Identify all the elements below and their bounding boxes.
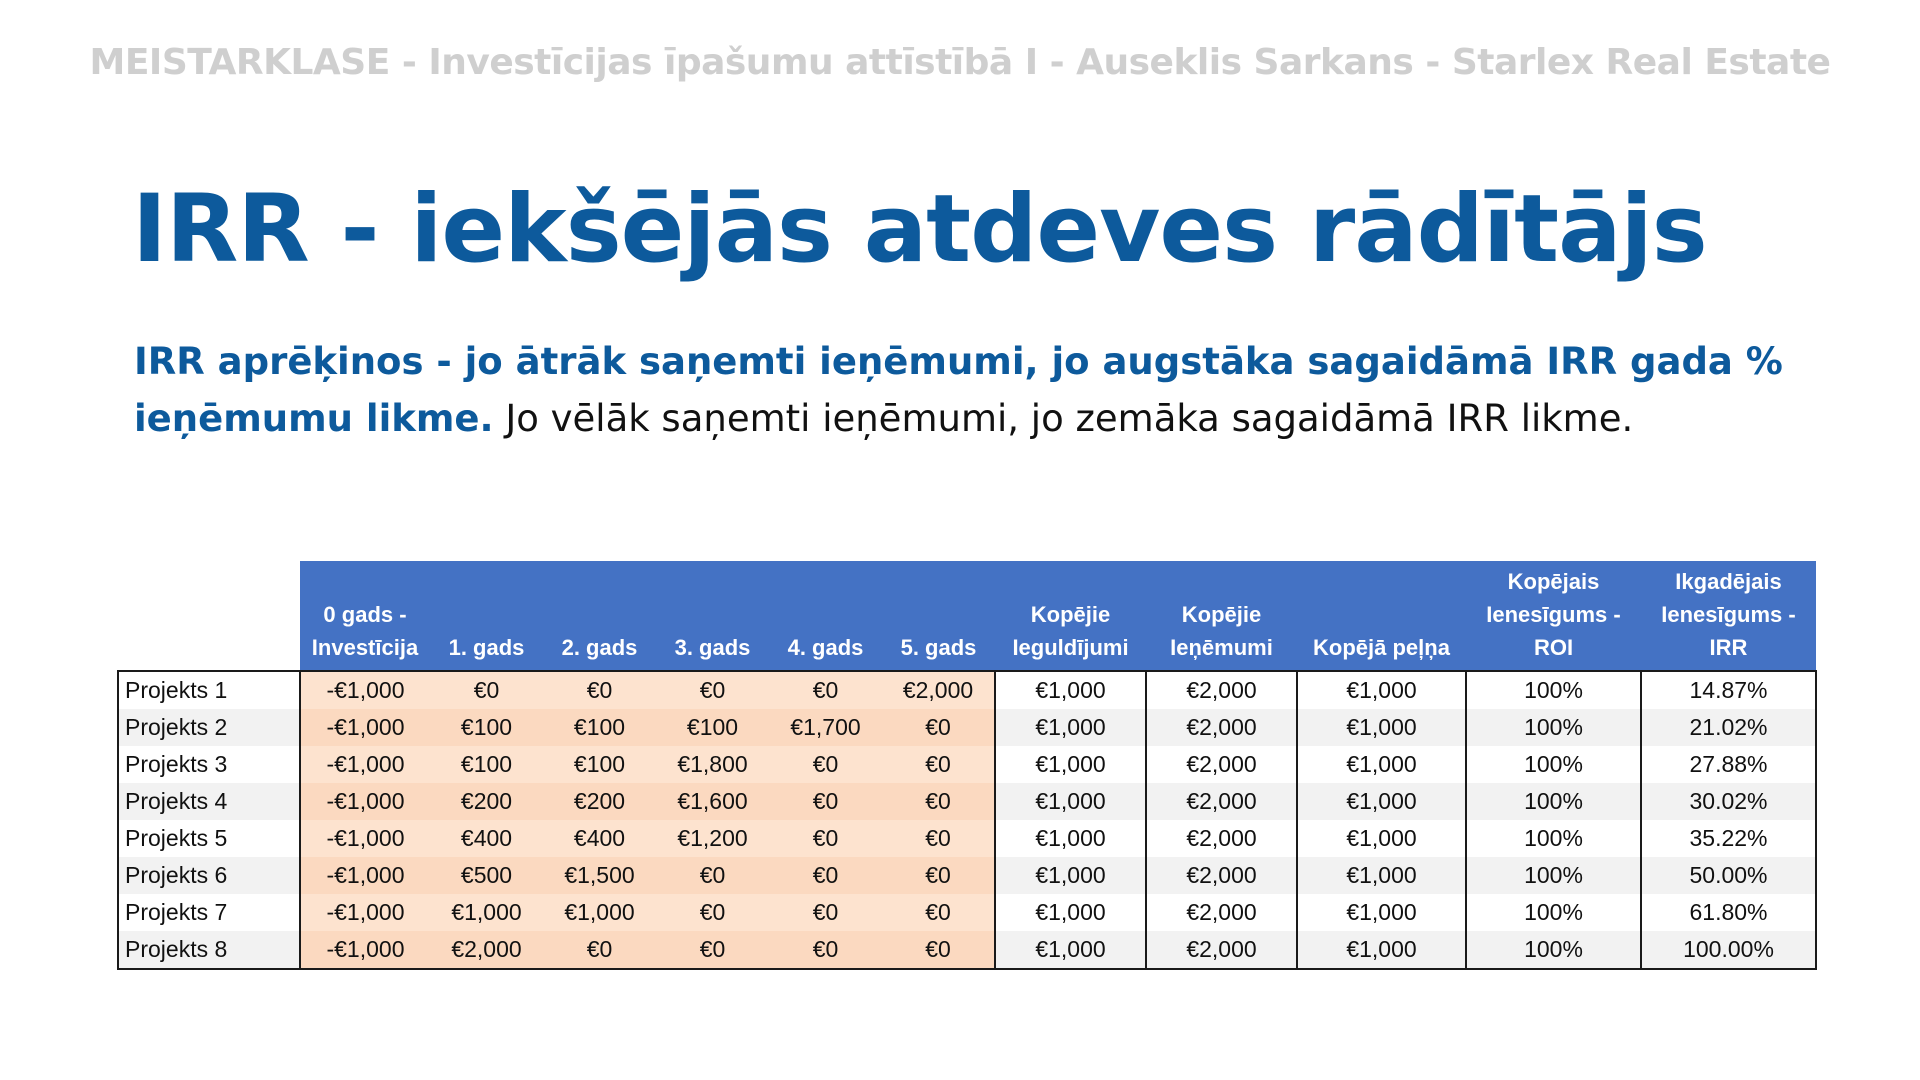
table-cell: €0 <box>656 671 769 709</box>
table-cell: €0 <box>656 894 769 931</box>
table-cell: €2,000 <box>1146 820 1297 857</box>
table-cell: €1,000 <box>1297 931 1466 969</box>
table-cell: €1,000 <box>1297 746 1466 783</box>
project-label: Projekts 1 <box>118 671 300 709</box>
table-cell: €1,600 <box>656 783 769 820</box>
table-cell: 14.87% <box>1641 671 1816 709</box>
table-cell: €0 <box>769 931 882 969</box>
table-cell: €2,000 <box>1146 746 1297 783</box>
table-cell: -€1,000 <box>300 671 430 709</box>
table-cell: €0 <box>769 746 882 783</box>
table-cell: €0 <box>656 857 769 894</box>
table-cell: 100% <box>1466 820 1641 857</box>
table-cell: €1,000 <box>995 746 1146 783</box>
table-cell: €1,500 <box>543 857 656 894</box>
table-cell: €200 <box>430 783 543 820</box>
table-cell: €2,000 <box>430 931 543 969</box>
project-label: Projekts 2 <box>118 709 300 746</box>
table-cell: €2,000 <box>1146 671 1297 709</box>
column-header: 2. gads <box>543 561 656 671</box>
table-cell: €400 <box>543 820 656 857</box>
table-cell: 100% <box>1466 709 1641 746</box>
table-cell: €2,000 <box>1146 931 1297 969</box>
table-cell: €2,000 <box>1146 894 1297 931</box>
table-row <box>118 671 1816 709</box>
table-cell: €1,800 <box>656 746 769 783</box>
table-cell: €500 <box>430 857 543 894</box>
table-cell: €1,000 <box>995 783 1146 820</box>
table-cell: €400 <box>430 820 543 857</box>
table-cell: €2,000 <box>1146 783 1297 820</box>
table-row <box>118 783 1816 820</box>
table-cell: 61.80% <box>1641 894 1816 931</box>
table-cell: 100% <box>1466 783 1641 820</box>
project-label: Projekts 5 <box>118 820 300 857</box>
table-cell: €100 <box>656 709 769 746</box>
presentation-header: MEISTARKLASE - Investīcijas īpašumu attīstībā I - Auseklis Sarkans - Starlex Real Estate <box>89 42 1831 83</box>
column-header: Kopējie Ieguldījumi <box>995 561 1146 671</box>
table-cell: 30.02% <box>1641 783 1816 820</box>
table-header-row <box>118 561 1816 671</box>
subtitle-normal-text: Jo vēlāk saņemti ieņēmumi, jo zemāka sagaidāmā IRR likme. <box>493 397 1634 440</box>
table-row <box>118 709 1816 746</box>
table-cell: -€1,000 <box>300 746 430 783</box>
table-cell: 100% <box>1466 894 1641 931</box>
table-row <box>118 746 1816 783</box>
table-cell: €100 <box>430 746 543 783</box>
project-label: Projekts 3 <box>118 746 300 783</box>
table-cell: €1,000 <box>1297 894 1466 931</box>
table-cell: €1,000 <box>1297 709 1466 746</box>
table-cell: €1,000 <box>1297 783 1466 820</box>
table-cell: €0 <box>882 709 995 746</box>
column-header: 1. gads <box>430 561 543 671</box>
table-cell: €1,000 <box>1297 671 1466 709</box>
table-cell: €1,000 <box>995 857 1146 894</box>
table-cell: €0 <box>882 894 995 931</box>
table-cell: €0 <box>882 820 995 857</box>
table-cell: €0 <box>882 857 995 894</box>
table-cell: €100 <box>543 746 656 783</box>
table-cell: -€1,000 <box>300 783 430 820</box>
subtitle-bold-text: IRR aprēķinos - jo ātrāk saņemti ieņēmumi, jo augstāka sagaidāmā IRR gada % ieņēmumu likme. <box>134 340 1783 440</box>
table-cell: €0 <box>882 783 995 820</box>
table-cell: 100% <box>1466 931 1641 969</box>
slide-title: IRR - iekšējās atdeves rādītājs <box>132 175 1707 284</box>
table-cell: €0 <box>882 931 995 969</box>
table-cell: €0 <box>543 671 656 709</box>
table-cell: €2,000 <box>1146 857 1297 894</box>
column-header: 5. gads <box>882 561 995 671</box>
column-header: Kopējā peļņa <box>1297 561 1466 671</box>
column-header: Kopējais Ienesīgums - ROI <box>1466 561 1641 671</box>
project-label: Projekts 7 <box>118 894 300 931</box>
table-cell: €1,700 <box>769 709 882 746</box>
table-cell: 100.00% <box>1641 931 1816 969</box>
table-cell: -€1,000 <box>300 820 430 857</box>
slide-subtitle <box>134 333 1794 447</box>
table-cell: €200 <box>543 783 656 820</box>
table-cell: 100% <box>1466 857 1641 894</box>
table-cell: 50.00% <box>1641 857 1816 894</box>
table-cell: 27.88% <box>1641 746 1816 783</box>
table-cell: €2,000 <box>882 671 995 709</box>
table-cell: €0 <box>882 746 995 783</box>
table-cell: €0 <box>430 671 543 709</box>
project-label: Projekts 4 <box>118 783 300 820</box>
table-cell: 35.22% <box>1641 820 1816 857</box>
table-cell: €1,000 <box>995 709 1146 746</box>
table-cell: €2,000 <box>1146 709 1297 746</box>
irr-comparison-table <box>117 561 1817 970</box>
project-label: Projekts 8 <box>118 931 300 969</box>
table-cell: €1,000 <box>995 671 1146 709</box>
table-cell: €0 <box>656 931 769 969</box>
table-cell: €1,000 <box>1297 857 1466 894</box>
table-cell: -€1,000 <box>300 931 430 969</box>
column-header: 4. gads <box>769 561 882 671</box>
table-cell: 21.02% <box>1641 709 1816 746</box>
table-cell: €0 <box>769 820 882 857</box>
table-row <box>118 931 1816 969</box>
table-cell: €0 <box>769 671 882 709</box>
table-cell: 100% <box>1466 671 1641 709</box>
column-header: 3. gads <box>656 561 769 671</box>
table-cell: €1,000 <box>995 820 1146 857</box>
column-header: 0 gads - Investīcija <box>300 561 430 671</box>
table-cell: €0 <box>769 857 882 894</box>
table-cell: €100 <box>543 709 656 746</box>
table-cell: €0 <box>769 783 882 820</box>
table-cell: -€1,000 <box>300 709 430 746</box>
project-label: Projekts 6 <box>118 857 300 894</box>
table-cell: €0 <box>769 894 882 931</box>
table-row <box>118 894 1816 931</box>
table-cell: €1,200 <box>656 820 769 857</box>
column-header: Ikgadējais Ienesīgums - IRR <box>1641 561 1816 671</box>
column-header: Kopējie Ieņēmumi <box>1146 561 1297 671</box>
table-cell: €1,000 <box>995 894 1146 931</box>
header-corner <box>118 561 300 671</box>
table-row <box>118 857 1816 894</box>
table-cell: 100% <box>1466 746 1641 783</box>
table-cell: €1,000 <box>995 931 1146 969</box>
table-cell: €1,000 <box>430 894 543 931</box>
table-cell: €1,000 <box>1297 820 1466 857</box>
table-cell: €1,000 <box>543 894 656 931</box>
table-cell: -€1,000 <box>300 894 430 931</box>
table-cell: €0 <box>543 931 656 969</box>
table-cell: €100 <box>430 709 543 746</box>
table-row <box>118 820 1816 857</box>
table-cell: -€1,000 <box>300 857 430 894</box>
